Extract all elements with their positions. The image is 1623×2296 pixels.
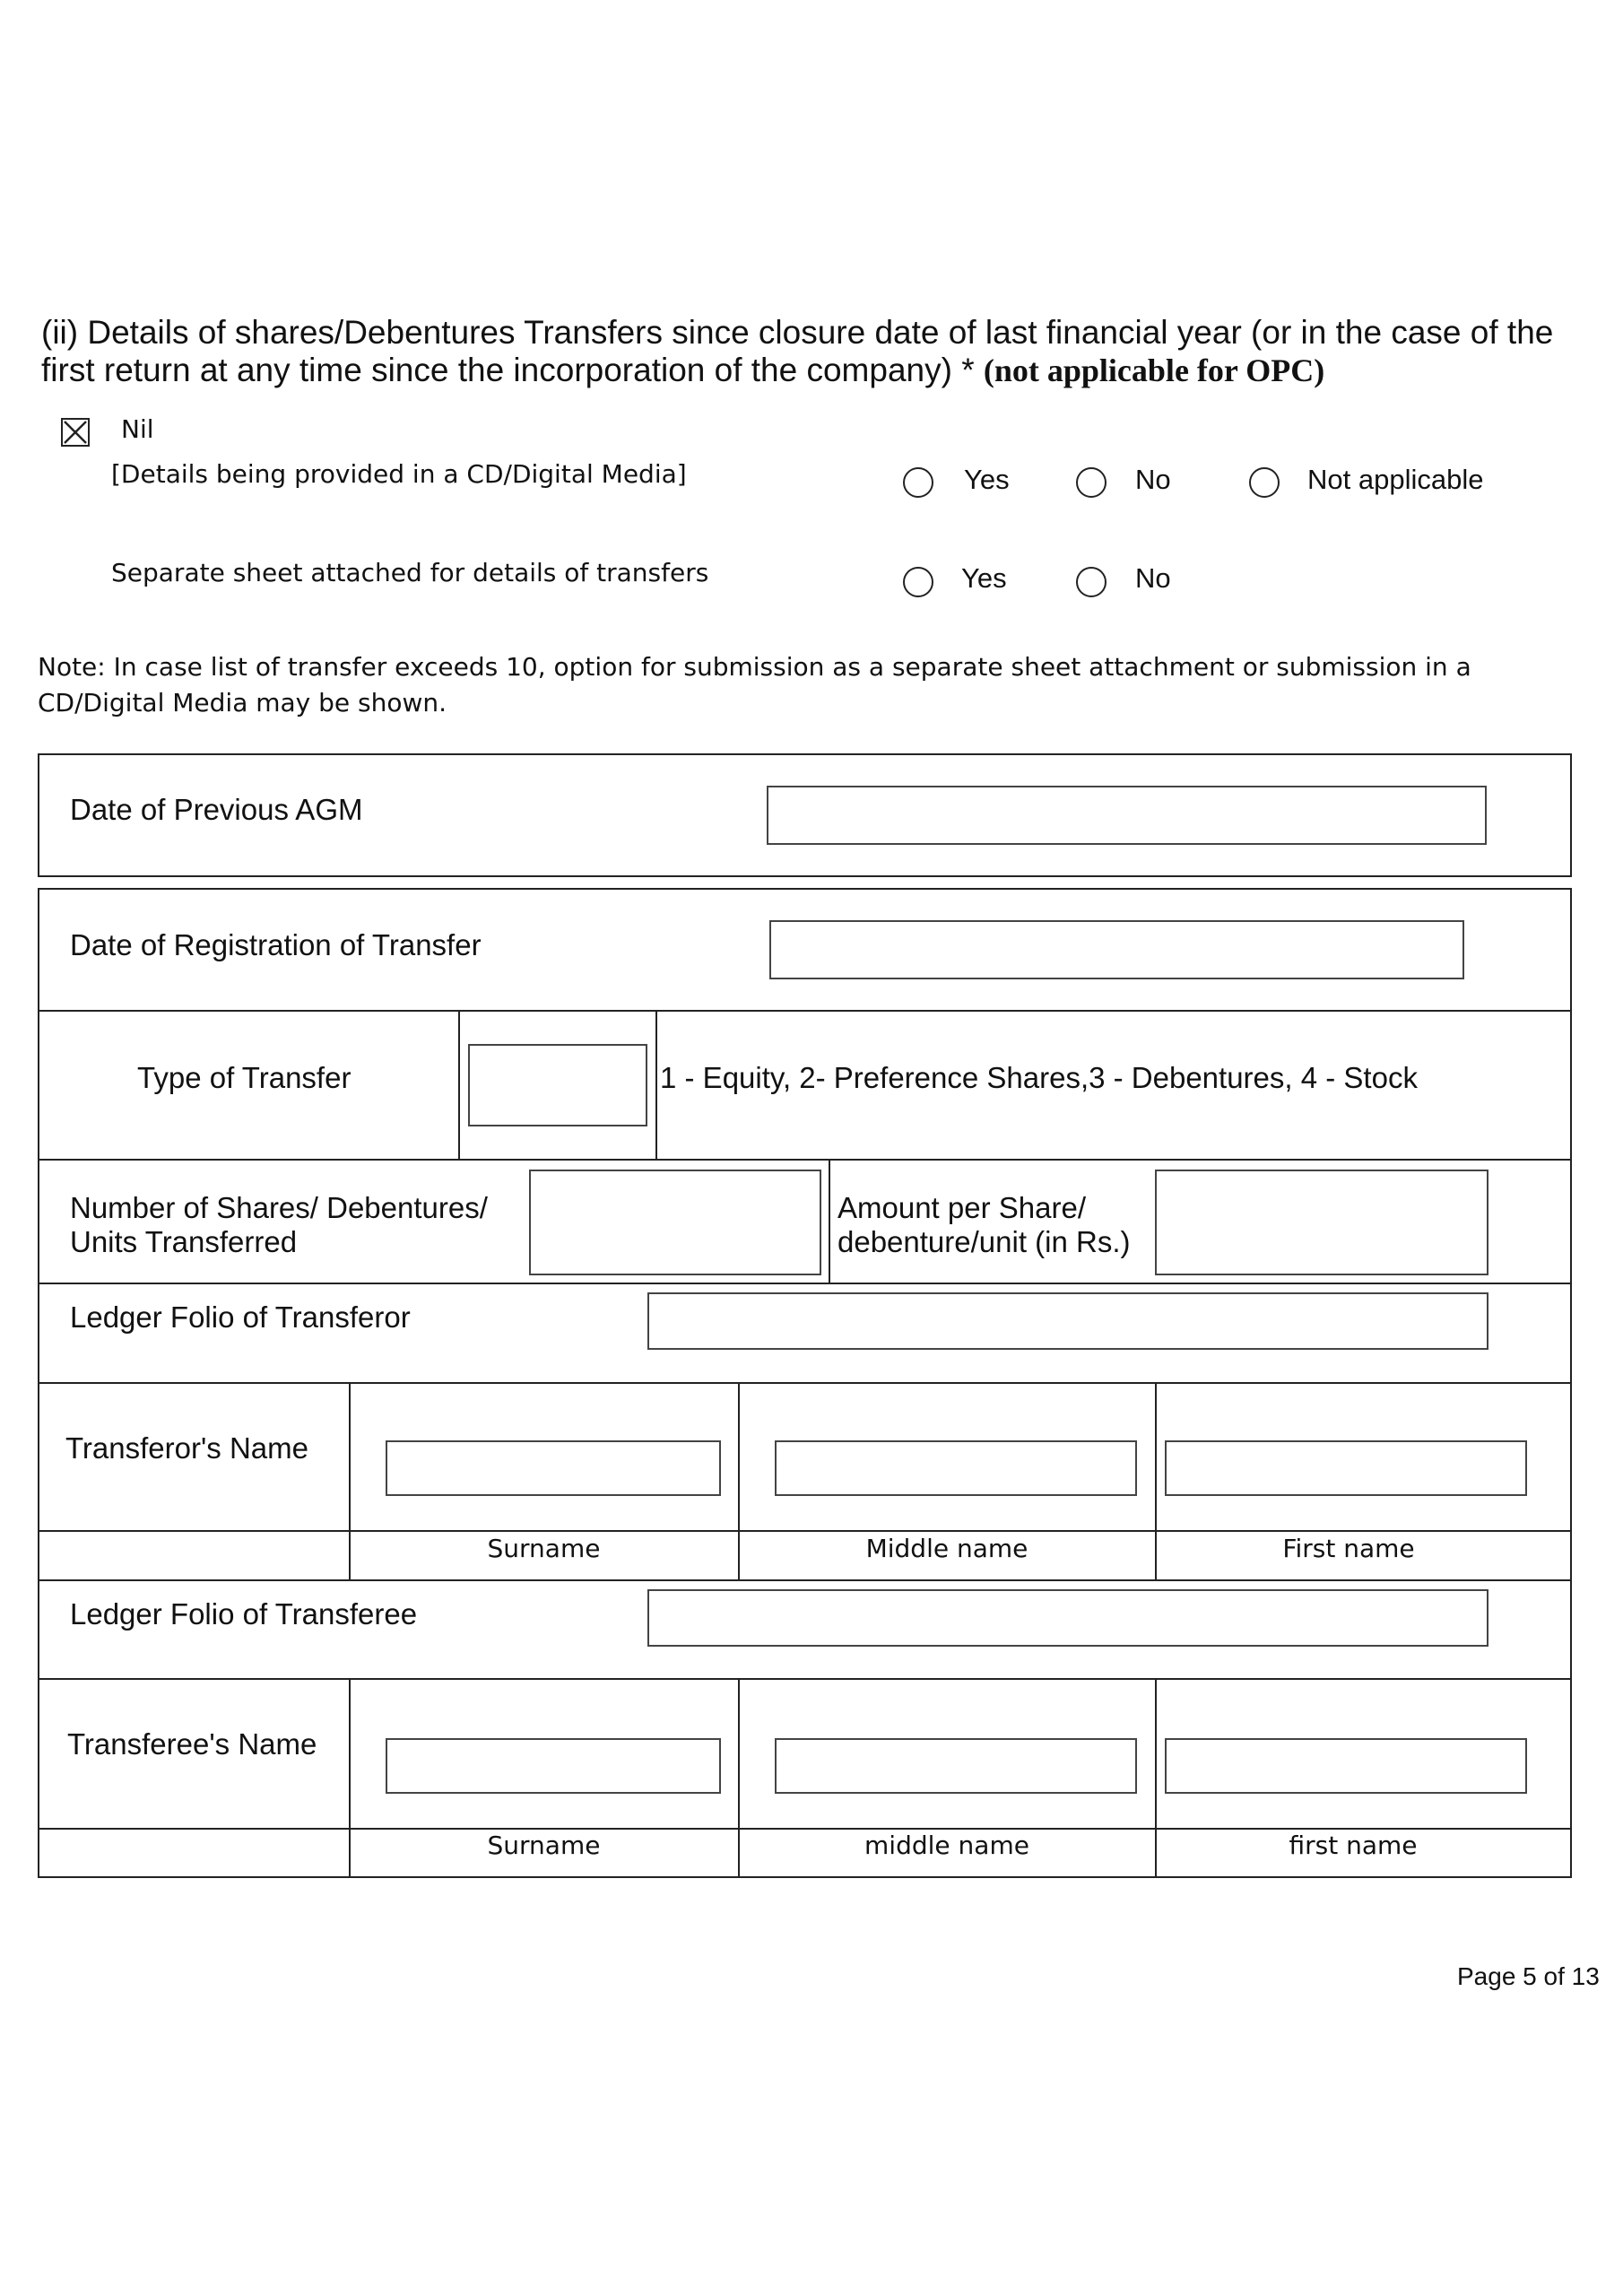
reg-transfer-input[interactable] [769, 920, 1464, 979]
row-divider [38, 1828, 1572, 1830]
transferee-middle-name-input[interactable] [775, 1738, 1137, 1794]
amount-input[interactable] [1155, 1170, 1488, 1275]
amount-label [838, 1191, 1131, 1259]
amount-label-line1: Amount per Share/ [838, 1191, 1086, 1224]
separate-sheet-label: Separate sheet attached for details of transfers [111, 558, 709, 587]
row-divider [38, 1530, 1572, 1532]
transferor-surname-input[interactable] [386, 1440, 721, 1496]
separate-sheet-yes-radio[interactable] [903, 567, 933, 597]
page-number: Page 5 of 13 [1457, 1962, 1600, 1990]
check-cross-icon [63, 420, 88, 445]
transferee-surname-input[interactable] [386, 1738, 721, 1794]
ledger-transferee-input[interactable] [647, 1589, 1488, 1647]
transferee-name-label: Transferee's Name [67, 1727, 317, 1761]
col-divider [458, 1010, 460, 1159]
transferor-middle-name-caption: Middle name [865, 1534, 1028, 1563]
cd-media-label: [Details being provided in a CD/Digital Media] [111, 459, 687, 489]
ledger-transferor-input[interactable] [647, 1292, 1488, 1350]
type-transfer-input[interactable] [468, 1044, 647, 1126]
transferor-surname-caption: Surname [487, 1534, 601, 1563]
row-divider [38, 1382, 1572, 1384]
transferor-name-label: Transferor's Name [65, 1431, 308, 1465]
separate-sheet-no-label: No [1135, 562, 1171, 594]
transferor-first-name-caption: First name [1282, 1534, 1415, 1563]
cd-media-no-radio[interactable] [1076, 467, 1107, 498]
row-divider [38, 1579, 1572, 1581]
transferee-middle-name-caption: middle name [864, 1831, 1029, 1860]
nil-checkbox[interactable] [61, 418, 90, 447]
row-divider [38, 1283, 1572, 1284]
col-divider [829, 1159, 830, 1283]
section-heading-text: (ii) Details of shares/Debentures Transfers since closure date of last financial year (or in the case of the first return at any time since the incorporation of the company) * [41, 314, 1554, 388]
amount-label-line2: debenture/unit (in Rs.) [838, 1225, 1131, 1258]
row-divider [38, 1159, 1572, 1161]
row-divider [38, 1678, 1572, 1680]
col-divider [655, 1010, 657, 1159]
transferor-first-name-input[interactable] [1165, 1440, 1527, 1496]
num-shares-label-line2: Units Transferred [70, 1225, 298, 1258]
num-shares-label [70, 1191, 488, 1259]
transferee-first-name-caption: first name [1289, 1831, 1418, 1860]
cd-media-no-label: No [1135, 464, 1171, 495]
nil-label: Nil [121, 414, 154, 444]
row-divider [38, 1010, 1572, 1012]
section-heading [41, 314, 1584, 389]
section-heading-bold: (not applicable for OPC) [983, 352, 1325, 388]
cd-media-na-radio[interactable] [1249, 467, 1280, 498]
transferee-surname-caption: Surname [487, 1831, 601, 1860]
cd-media-yes-radio[interactable] [903, 467, 933, 498]
ledger-transferor-label: Ledger Folio of Transferor [70, 1300, 411, 1334]
num-shares-input[interactable] [529, 1170, 821, 1275]
prev-agm-label: Date of Previous AGM [70, 793, 363, 826]
type-transfer-label: Type of Transfer [137, 1061, 352, 1094]
transferor-middle-name-input[interactable] [775, 1440, 1137, 1496]
transferee-first-name-input[interactable] [1165, 1738, 1527, 1794]
prev-agm-input[interactable] [767, 786, 1487, 845]
num-shares-label-line1: Number of Shares/ Debentures/ [70, 1191, 488, 1224]
reg-transfer-label: Date of Registration of Transfer [70, 928, 482, 961]
cd-media-na-label: Not applicable [1307, 464, 1484, 495]
separate-sheet-yes-label: Yes [961, 562, 1007, 594]
separate-sheet-no-radio[interactable] [1076, 567, 1107, 597]
note-text: Note: In case list of transfer exceeds 10, option for submission as a separate sheet attachment or submission in a CD/Digital Media may be shown. [38, 652, 1471, 718]
ledger-transferee-label: Ledger Folio of Transferee [70, 1597, 418, 1631]
cd-media-yes-label: Yes [964, 464, 1010, 495]
type-transfer-hint: 1 - Equity, 2- Preference Shares,3 - Debentures, 4 - Stock [660, 1061, 1418, 1094]
